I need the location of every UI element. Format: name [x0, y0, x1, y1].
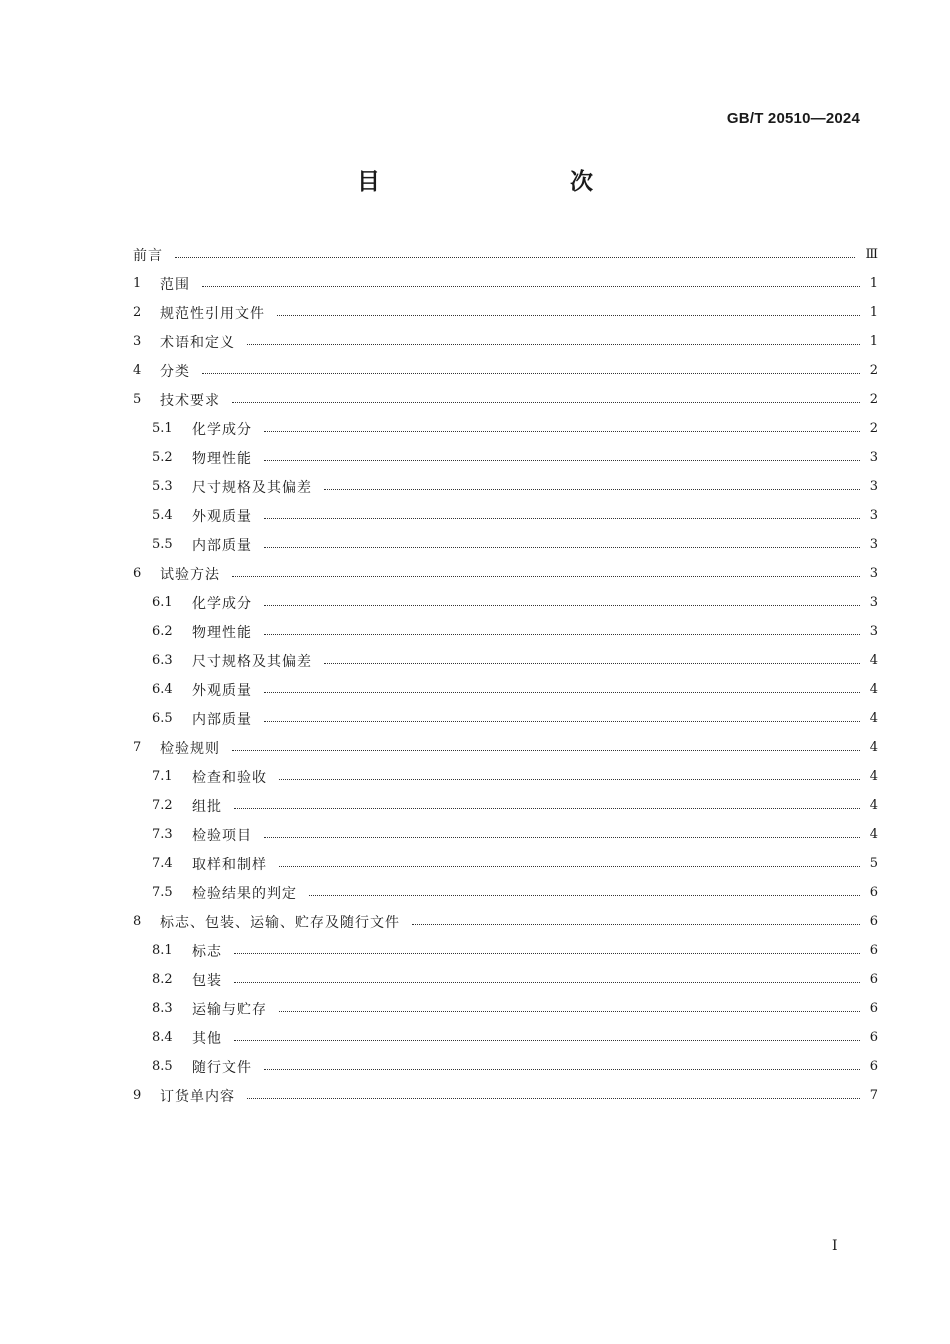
toc-dot-leader [247, 335, 860, 349]
toc-entry-page: 3 [869, 566, 878, 581]
toc-entry-page: 2 [869, 421, 878, 436]
toc-dot-leader [324, 480, 860, 494]
toc-entry[interactable] [133, 820, 878, 849]
toc-entry[interactable] [133, 327, 878, 356]
toc-entry-label: 化学成分 [192, 595, 252, 612]
toc-dot-leader [309, 886, 860, 900]
toc-entry-label: 其他 [192, 1030, 222, 1047]
toc-entry-label: 尺寸规格及其偏差 [192, 653, 312, 670]
toc-entry[interactable] [133, 240, 878, 269]
toc-entry-number: 7 [133, 740, 142, 755]
toc-entry-number: 5.3 [152, 479, 173, 494]
toc-entry[interactable] [133, 1023, 878, 1052]
toc-entry-page: 6 [869, 914, 878, 929]
toc-entry-page: 2 [869, 363, 878, 378]
toc-dot-leader [264, 509, 860, 523]
toc-entry-label: 检验规则 [160, 740, 220, 757]
toc-entry-label: 尺寸规格及其偏差 [192, 479, 312, 496]
toc-entry-number: 7.3 [152, 827, 173, 842]
page-title: 目 次 [357, 169, 641, 195]
toc-entry-label: 标志 [192, 943, 222, 960]
toc-entry[interactable] [133, 675, 878, 704]
toc-dot-leader [264, 712, 860, 726]
toc-entry-label: 规范性引用文件 [160, 305, 265, 322]
toc-entry-page: 4 [869, 682, 878, 697]
toc-entry-number: 6.1 [152, 595, 173, 610]
toc-entry-number: 7.2 [152, 798, 173, 813]
toc-entry[interactable] [133, 704, 878, 733]
toc-entry-page: 2 [869, 392, 878, 407]
toc-entry-page: 6 [869, 1030, 878, 1045]
toc-entry-page: 3 [869, 595, 878, 610]
toc-entry-label: 组批 [192, 798, 222, 815]
toc-entry-number: 2 [133, 305, 142, 320]
toc-dot-leader [234, 973, 860, 987]
toc-dot-leader [234, 1031, 860, 1045]
toc-entry-page: 4 [869, 769, 878, 784]
toc-entry-label: 内部质量 [192, 711, 252, 728]
toc-dot-leader [412, 915, 860, 929]
toc-entry-number: 8.4 [152, 1030, 173, 1045]
toc-entry-label: 术语和定义 [160, 334, 235, 351]
toc-entry-page: 4 [869, 653, 878, 668]
toc-entry[interactable] [133, 298, 878, 327]
toc-entry-page: 5 [869, 856, 878, 871]
toc-entry-number: 8.2 [152, 972, 173, 987]
toc-entry-label: 检验项目 [192, 827, 252, 844]
toc-entry-page: 3 [869, 624, 878, 639]
toc-dot-leader [232, 393, 860, 407]
toc-entry-label: 包装 [192, 972, 222, 989]
toc-entry-label: 技术要求 [160, 392, 220, 409]
toc-entry-label: 外观质量 [192, 508, 252, 525]
toc-entry-label: 内部质量 [192, 537, 252, 554]
toc-entry-page: 7 [869, 1088, 878, 1103]
toc-entry[interactable] [133, 791, 878, 820]
standard-code: GB/T 20510—2024 [726, 110, 860, 127]
toc-entry-page: 4 [869, 827, 878, 842]
toc-entry-label: 化学成分 [192, 421, 252, 438]
table-of-contents [133, 240, 878, 1110]
toc-entry-page: 4 [869, 740, 878, 755]
toc-entry-label: 物理性能 [192, 624, 252, 641]
toc-entry-page: 4 [869, 798, 878, 813]
toc-entry-page: 6 [869, 1059, 878, 1074]
toc-entry-label: 分类 [160, 363, 190, 380]
toc-entry[interactable] [133, 936, 878, 965]
toc-entry-page: 4 [869, 711, 878, 726]
toc-entry-label: 检查和验收 [192, 769, 267, 786]
toc-entry[interactable] [133, 907, 878, 936]
toc-entry-number: 1 [133, 276, 142, 291]
toc-entry[interactable] [133, 1081, 878, 1110]
toc-dot-leader [277, 306, 860, 320]
toc-entry-number: 5.5 [152, 537, 173, 552]
toc-entry-number: 7.1 [152, 769, 173, 784]
toc-entry-page: 1 [869, 276, 878, 291]
toc-entry[interactable] [133, 443, 878, 472]
toc-entry-page: 3 [869, 537, 878, 552]
toc-entry-page: 3 [869, 508, 878, 523]
toc-entry-page: 1 [869, 305, 878, 320]
toc-entry-page: Ⅲ [865, 247, 878, 262]
toc-dot-leader [279, 770, 860, 784]
toc-entry[interactable] [133, 472, 878, 501]
toc-entry-number: 4 [133, 363, 142, 378]
toc-entry-number: 6 [133, 566, 142, 581]
toc-entry-number: 7.5 [152, 885, 173, 900]
toc-entry-number: 3 [133, 334, 142, 349]
toc-entry-number: 8.1 [152, 943, 173, 958]
toc-entry-number: 8.5 [152, 1059, 173, 1074]
toc-entry[interactable] [133, 559, 878, 588]
toc-entry[interactable] [133, 385, 878, 414]
toc-dot-leader [264, 625, 860, 639]
toc-entry-number: 6.2 [152, 624, 173, 639]
toc-entry[interactable] [133, 646, 878, 675]
toc-entry-page: 3 [869, 479, 878, 494]
toc-entry[interactable] [133, 965, 878, 994]
toc-entry-label: 标志、包装、运输、贮存及随行文件 [160, 914, 400, 931]
toc-entry-label: 随行文件 [192, 1059, 252, 1076]
toc-entry-label: 前言 [133, 247, 163, 264]
toc-entry-number: 5 [133, 392, 142, 407]
toc-entry[interactable] [133, 994, 878, 1023]
toc-dot-leader [202, 364, 860, 378]
toc-dot-leader [202, 277, 860, 291]
toc-dot-leader [234, 944, 860, 958]
toc-entry-number: 6.4 [152, 682, 173, 697]
toc-entry-number: 9 [133, 1088, 142, 1103]
toc-entry-page: 6 [869, 885, 878, 900]
toc-entry-page: 6 [869, 972, 878, 987]
toc-entry-number: 5.2 [152, 450, 173, 465]
toc-entry[interactable] [133, 1052, 878, 1081]
toc-entry-label: 物理性能 [192, 450, 252, 467]
toc-entry-page: 1 [869, 334, 878, 349]
toc-entry-number: 8 [133, 914, 142, 929]
toc-entry-label: 检验结果的判定 [192, 885, 297, 902]
toc-entry-number: 7.4 [152, 856, 173, 871]
toc-entry[interactable] [133, 501, 878, 530]
toc-entry[interactable] [133, 414, 878, 443]
toc-entry-label: 试验方法 [160, 566, 220, 583]
toc-dot-leader [264, 683, 860, 697]
toc-entry[interactable] [133, 356, 878, 385]
page-number: I [832, 1238, 838, 1254]
toc-dot-leader [247, 1089, 860, 1103]
toc-dot-leader [175, 248, 855, 262]
toc-entry[interactable] [133, 762, 878, 791]
toc-entry[interactable] [133, 530, 878, 559]
toc-dot-leader [232, 567, 860, 581]
toc-entry-label: 订货单内容 [160, 1088, 235, 1105]
toc-dot-leader [232, 741, 860, 755]
toc-entry[interactable] [133, 617, 878, 646]
toc-entry-label: 范围 [160, 276, 190, 293]
toc-entry-number: 6.3 [152, 653, 173, 668]
toc-entry-page: 3 [869, 450, 878, 465]
toc-entry[interactable] [133, 849, 878, 878]
toc-entry[interactable] [133, 733, 878, 762]
toc-entry-number: 5.4 [152, 508, 173, 523]
toc-dot-leader [264, 1060, 860, 1074]
toc-entry-number: 8.3 [152, 1001, 173, 1016]
toc-entry-label: 运输与贮存 [192, 1001, 267, 1018]
toc-entry[interactable] [133, 878, 878, 907]
toc-entry[interactable] [133, 588, 878, 617]
toc-dot-leader [264, 596, 860, 610]
toc-dot-leader [234, 799, 860, 813]
toc-entry-label: 取样和制样 [192, 856, 267, 873]
toc-entry-label: 外观质量 [192, 682, 252, 699]
toc-entry[interactable] [133, 269, 878, 298]
toc-dot-leader [264, 451, 860, 465]
toc-dot-leader [264, 538, 860, 552]
toc-dot-leader [324, 654, 860, 668]
toc-dot-leader [279, 857, 860, 871]
toc-entry-page: 6 [869, 1001, 878, 1016]
toc-dot-leader [264, 828, 860, 842]
toc-dot-leader [279, 1002, 860, 1016]
toc-entry-number: 6.5 [152, 711, 173, 726]
toc-entry-page: 6 [869, 943, 878, 958]
toc-entry-number: 5.1 [152, 421, 173, 436]
toc-dot-leader [264, 422, 860, 436]
